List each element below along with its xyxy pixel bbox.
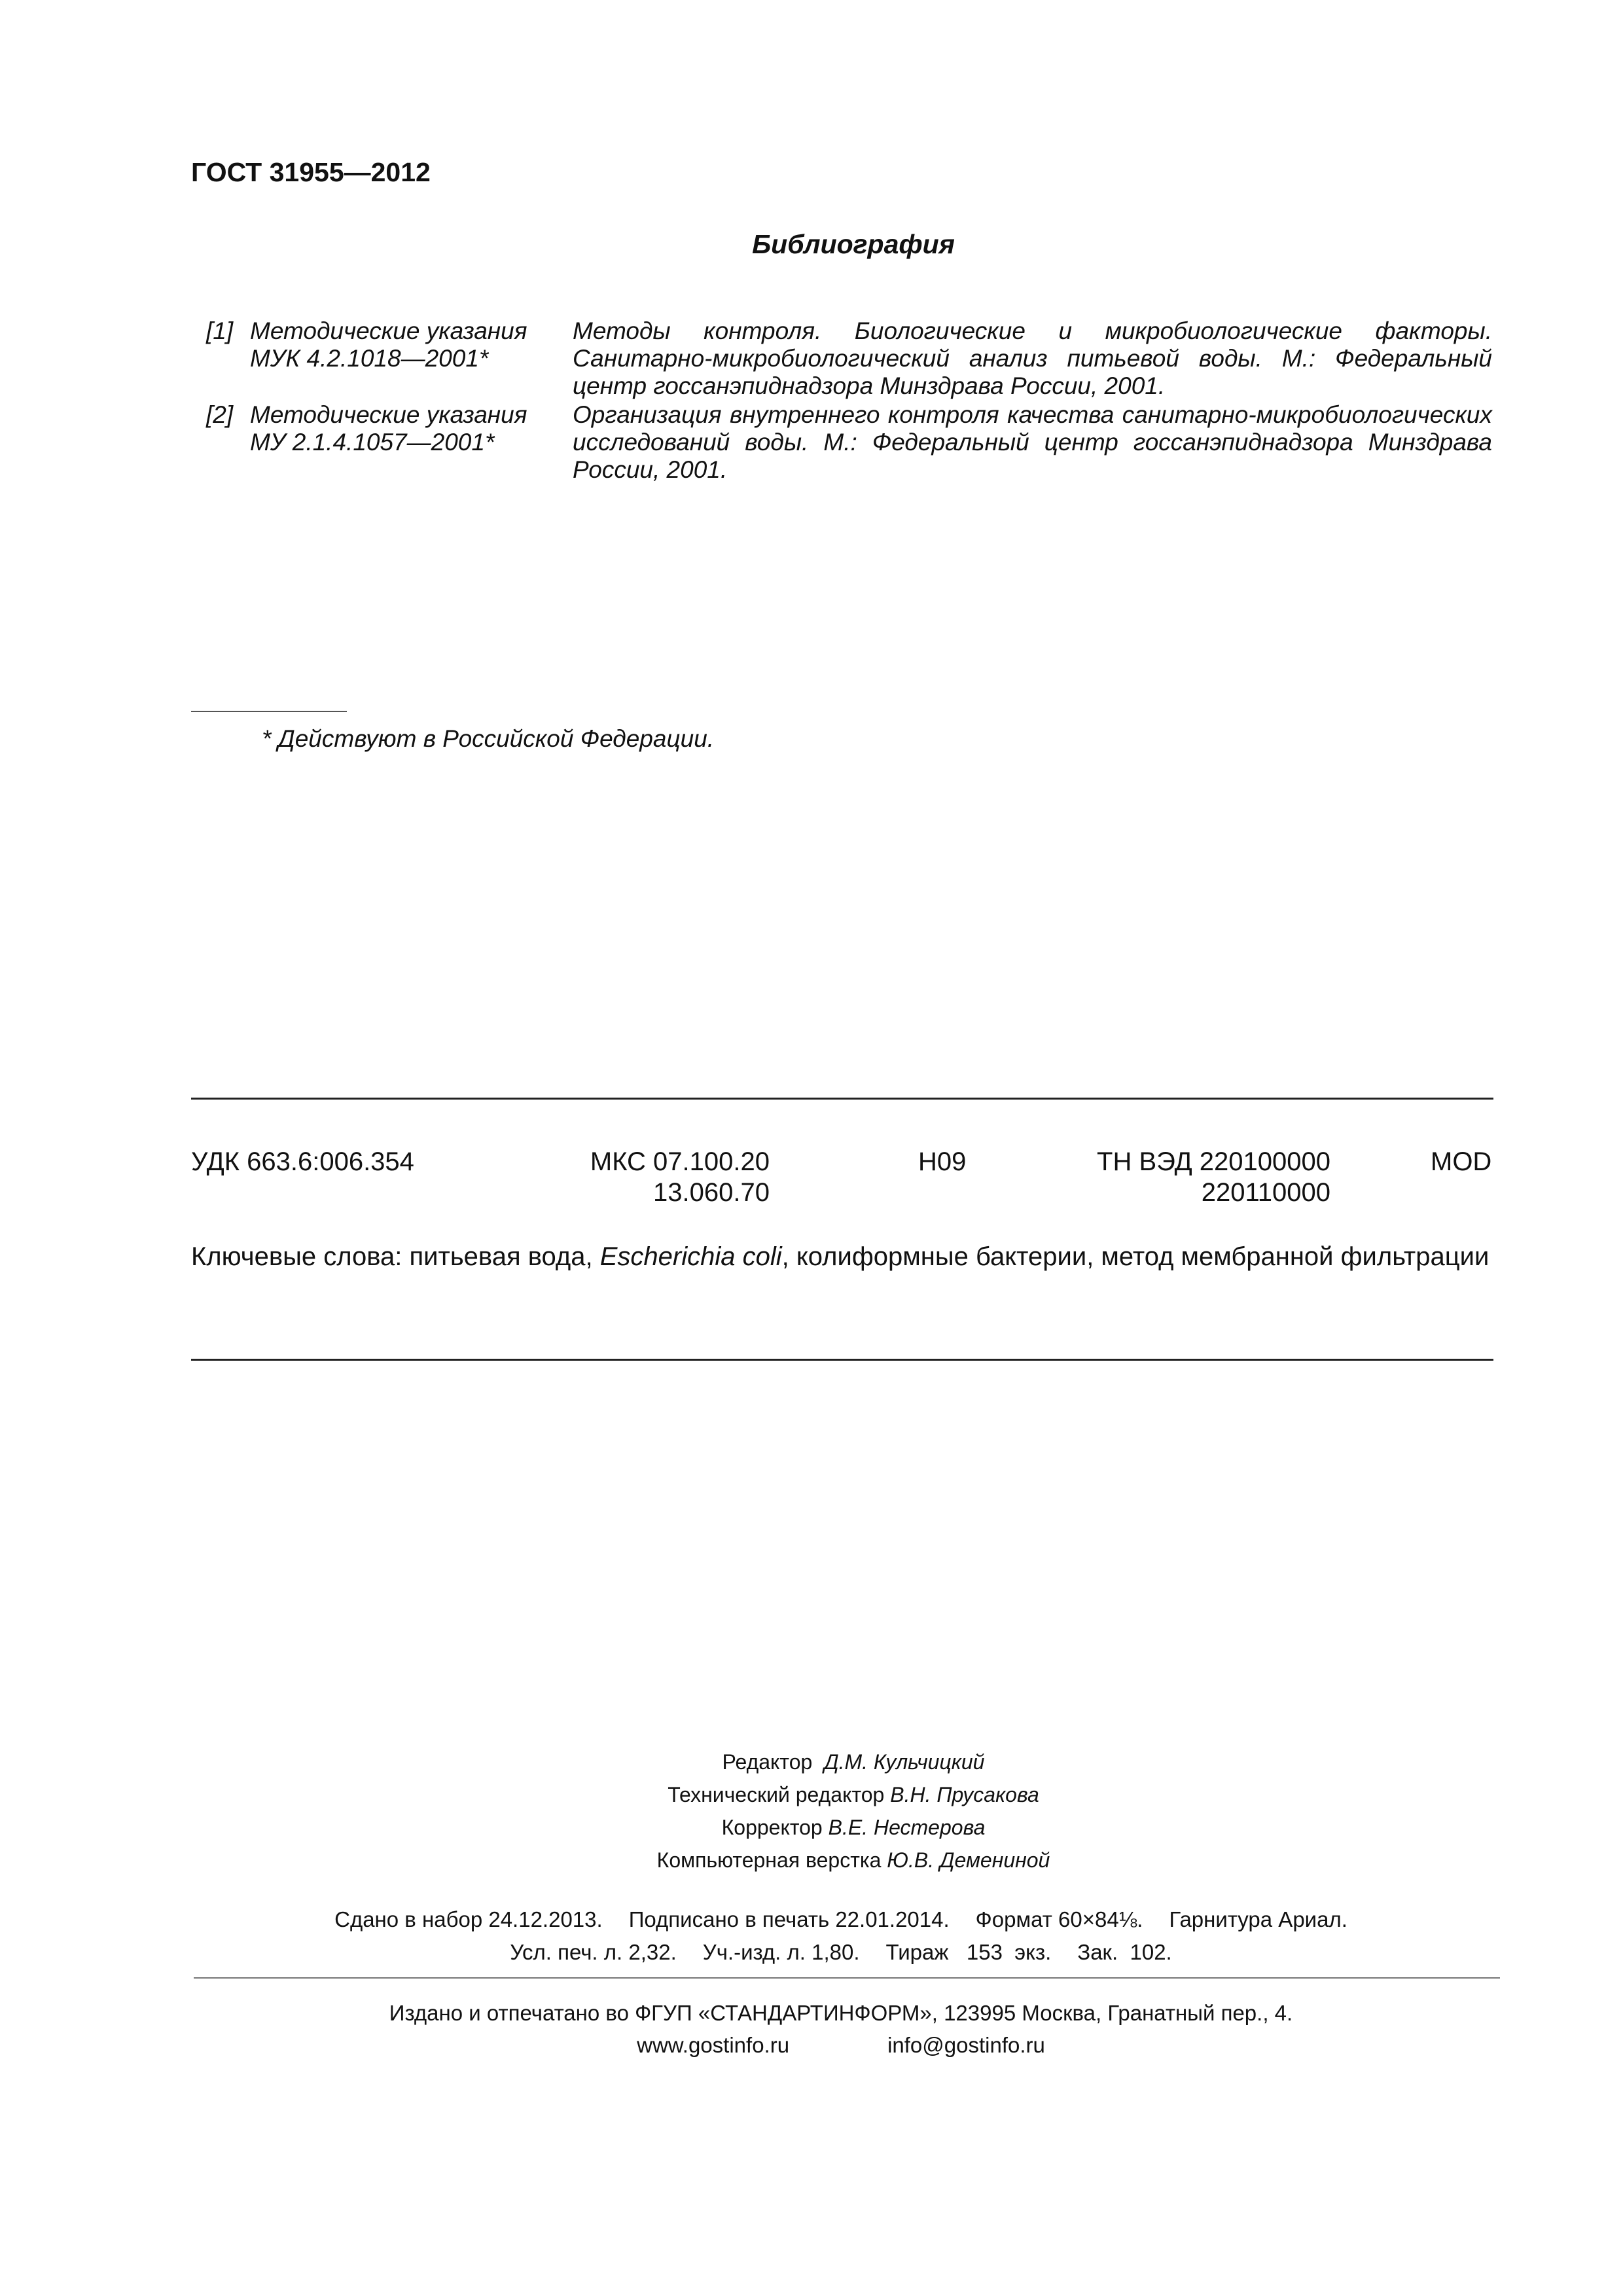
corrector-line <box>0 1816 1623 1840</box>
bibliography-title: Библиография <box>752 229 955 259</box>
entry-document-id: МУК 4.2.1018—2001* <box>250 345 489 372</box>
print-run: Тираж 153 экз. <box>885 1940 1052 1964</box>
footnote: * Действуют в Российской Федерации. <box>262 725 715 752</box>
print-info-line-1 <box>0 1904 1623 1935</box>
entry-number: [1] <box>206 317 234 344</box>
keywords-suffix: , колиформные бактерии, метод мембранной фильтрации <box>781 1242 1489 1271</box>
top-rule <box>191 1098 1493 1100</box>
typeface: Гарнитура Ариал. <box>1169 1907 1347 1931</box>
tech-editor-label: Технический редактор <box>668 1783 885 1806</box>
mod-marker: MOD <box>1431 1147 1492 1176</box>
tnved-codes <box>1060 1147 1330 1208</box>
mks-code-2: 13.060.70 <box>653 1178 770 1207</box>
signed-date: Подписано в печать 22.01.2014. <box>628 1907 950 1931</box>
publisher-line: Издано и отпечатано во ФГУП «СТАНДАРТИНФОРМ», 123995 Москва, Гранатный пер., 4. <box>389 2001 1293 2025</box>
mks-code-1: МКС 07.100.20 <box>590 1147 770 1176</box>
website-link[interactable]: www.gostinfo.ru <box>637 2033 790 2057</box>
tech-editor-line <box>0 1783 1623 1807</box>
editor-label: Редактор <box>722 1750 813 1774</box>
document-code: ГОСТ 31955—2012 <box>191 157 431 187</box>
tnved-code-2: 220110000 <box>1201 1178 1330 1207</box>
corrector-label: Корректор <box>721 1816 823 1839</box>
typeset-date: Сдано в набор 24.12.2013. <box>334 1907 603 1931</box>
layout-label: Компьютерная верстка <box>656 1848 882 1872</box>
entry-text: Методы контроля. Биологические и микробиологические факторы. Санитарно-микробиологический анализ питьевой воды. М.: Федеральный центр госсанэпиднадзора Минздрава России, 2001. <box>573 317 1492 399</box>
layout-name: Ю.В. Деменинoй <box>887 1848 1050 1872</box>
email-link[interactable]: info@gostinfo.ru <box>887 2033 1045 2057</box>
entry-document-type: Методические указания <box>250 401 527 428</box>
publishing-sheets: Уч.-изд. л. 1,80. <box>702 1940 860 1964</box>
entry-document <box>250 317 538 372</box>
paper-format: Формат 60×84⅛. <box>975 1907 1143 1931</box>
layout-line <box>0 1848 1623 1873</box>
publisher-contacts <box>0 2030 1623 2061</box>
entry-text: Организация внутреннего контроля качества санитарно-микробиологических исследований воды. М.: Федеральный центр госсанэпиднадзора Минздрава России, 2001. <box>573 401 1492 483</box>
entry-document-type: Методические указания <box>250 317 527 344</box>
print-info-line-2 <box>0 1937 1623 1968</box>
keywords-term: Escherichia coli <box>599 1242 782 1271</box>
entry-document-id: МУ 2.1.4.1057—2001* <box>250 429 495 456</box>
classification-code: Н09 <box>918 1147 967 1176</box>
bottom-rule <box>191 1359 1493 1361</box>
footnote-divider <box>191 711 347 712</box>
entry-number: [2] <box>206 401 234 428</box>
order-number: Зак. 102. <box>1077 1940 1172 1964</box>
udk-code: УДК 663.6:006.354 <box>191 1147 414 1176</box>
editor-line <box>0 1750 1623 1774</box>
mks-codes <box>576 1147 770 1208</box>
keywords <box>191 1240 1493 1273</box>
entry-document <box>250 401 538 456</box>
publisher-divider <box>194 1977 1500 1979</box>
editor-name: Д.М. Кульчицкий <box>824 1750 985 1774</box>
tech-editor-name: В.Н. Прусакова <box>890 1783 1039 1806</box>
corrector-name: В.Е. Нестерова <box>828 1816 986 1839</box>
keywords-prefix: Ключевые слова: питьевая вода, <box>191 1242 600 1271</box>
printed-sheets: Усл. печ. л. 2,32. <box>510 1940 677 1964</box>
tnved-code-1: ТН ВЭД 220100000 <box>1097 1147 1330 1176</box>
